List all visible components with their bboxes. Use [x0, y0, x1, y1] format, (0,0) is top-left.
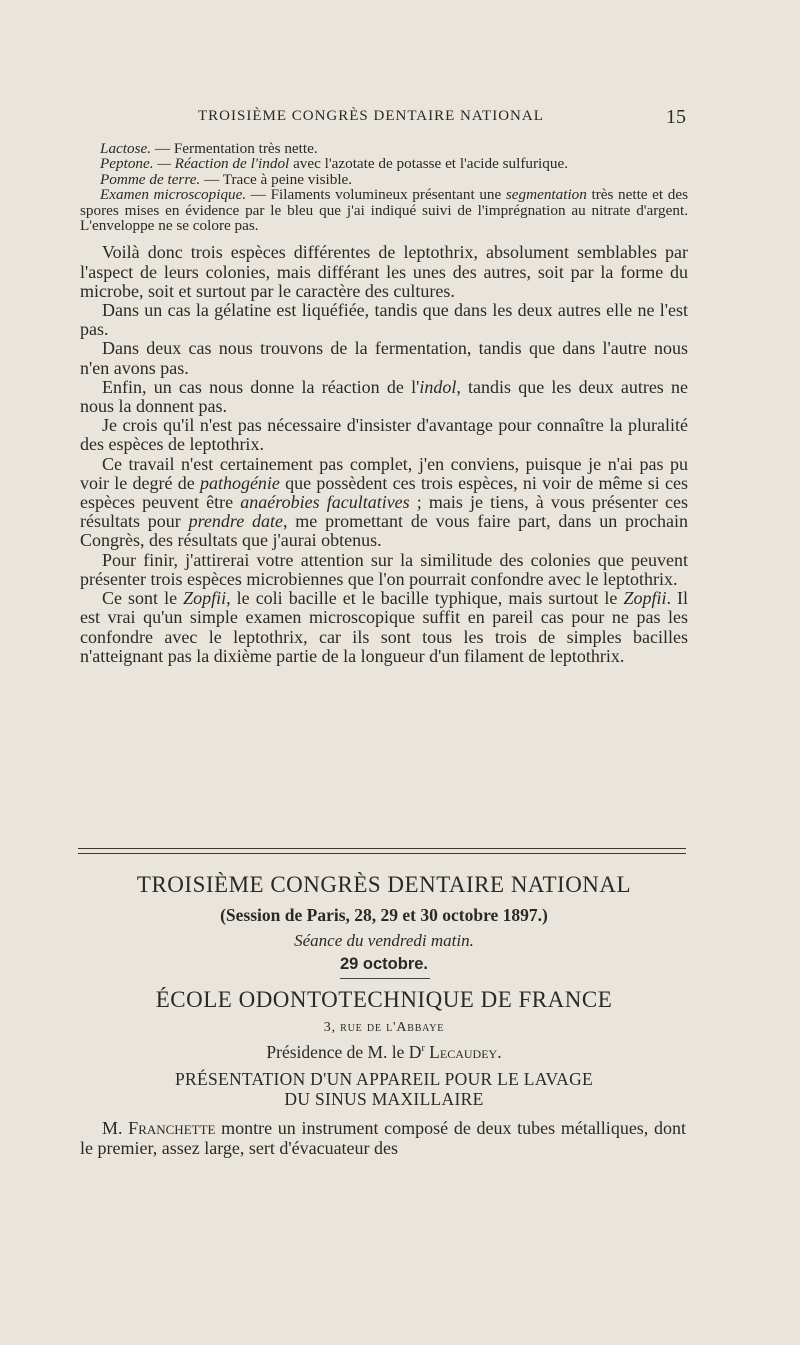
- presidence-sup: r: [421, 1043, 425, 1055]
- paragraph-text: . Il est vrai qu'un simple examen microscopique suffit en pareil cas pour ne pas les confondre avec le leptothrix, car ils sont tous les trois de simples bacilles n'atteignant pas la dixième partie de la longueur d'un filament de leptothrix.: [80, 588, 688, 666]
- session-line: (Session de Paris, 28, 29 et 30 octobre 1897.): [220, 905, 548, 925]
- presentation-title-line2: DU SINUS MAXILLAIRE: [284, 1089, 484, 1109]
- note-term-2: — Réaction de l'indol: [153, 155, 290, 173]
- paragraph-text: Ce sont le: [102, 588, 184, 609]
- paragraph: Pour finir, j'attirerai votre attention sur la similitude des colonies que peuvent présenter trois espèces microbiennes que l'on pourrait confondre avec le leptothrix.: [80, 549, 688, 589]
- short-rule: [340, 978, 430, 979]
- note-peptone: [80, 156, 688, 171]
- note-pomme-de-terre: [80, 172, 688, 187]
- paragraph-text: , le coli bacille et le bacille typhique, mais surtout le: [226, 588, 624, 609]
- final-paragraph: [80, 1119, 686, 1158]
- paragraph: [80, 378, 688, 416]
- note-text: — Fermentation très nette.: [151, 140, 318, 157]
- paragraph-italic: prendre date: [188, 511, 283, 532]
- address-line: 3, rue de l'Abbaye: [323, 1020, 445, 1035]
- note-text-2: très nette et des spores mises en évidence par le bleu que j'ai indiqué suivi de l'imprégnation au nitrate d'argent. L'enveloppe ne se colore pas.: [80, 186, 688, 235]
- body-text: [80, 243, 688, 665]
- final-name: M. Franchette: [102, 1118, 216, 1138]
- note-lactose: [80, 141, 688, 156]
- paragraph-text: , me promettant de vous faire part, dans un prochain Congrès, des résultats que j'aurai obtenus.: [80, 511, 688, 551]
- culture-notes: [80, 141, 688, 233]
- paragraph: Dans un cas la gélatine est liquéfiée, tandis que dans les deux autres elle ne l'est pas.: [80, 300, 688, 340]
- paragraph: Dans deux cas nous trouvons de la fermentation, tandis que dans l'autre nous n'en avons pas.: [80, 338, 688, 378]
- presidence-line: [80, 1042, 688, 1063]
- paragraph-text: Ce travail n'est certainement pas complet, j'en conviens, puisque je n'ai pas pu voir le degré de: [80, 453, 688, 493]
- section-title: TROISIÈME CONGRÈS DENTAIRE NATIONAL: [136, 872, 632, 897]
- paragraph-text: Enfin, un cas nous donne la réaction de l': [102, 376, 420, 397]
- paragraph-text: ; mais je tiens, à vous présenter ces résultats pour: [80, 492, 688, 532]
- presentation-title-line1: PRÉSENTATION D'UN APPAREIL POUR LE LAVAGE: [174, 1069, 594, 1089]
- final-text: montre un instrument composé de deux tubes métalliques, dont le premier, assez large, sert d'évacuateur des: [80, 1118, 686, 1158]
- presidence-name: Lecaudey.: [429, 1042, 502, 1062]
- paragraph-italic: indol: [419, 376, 457, 397]
- running-head: [80, 106, 686, 132]
- note-examen: [80, 187, 688, 233]
- paragraph: [80, 589, 688, 666]
- note-text: — Filaments volumineux présentant une: [246, 186, 506, 204]
- note-term: Lactose.: [100, 140, 152, 157]
- paragraph: [80, 455, 688, 551]
- paragraph-text: que possèdent ces trois espèces, ni voir de même si ces espèces peuvent être: [80, 472, 688, 513]
- paragraph-text: , tandis que les deux autres ne nous la donnent pas.: [80, 376, 689, 417]
- double-rule-divider: [78, 848, 686, 854]
- note-term: Examen microscopique.: [100, 186, 247, 204]
- note-term: Pomme de terre.: [100, 170, 201, 188]
- note-text: — Trace à peine visible.: [200, 170, 353, 188]
- page-number: 15: [666, 106, 686, 128]
- paragraph-italic: pathogénie: [199, 472, 280, 493]
- paragraph: Voilà donc trois espèces différentes de leptothrix, absolument semblables par l'aspect de leurs colonies, mais différant les unes des autres, soit par la forme du microbe, soit et surtout par le caractère des cultures.: [80, 242, 688, 301]
- paragraph-italic: Zopfii: [623, 588, 667, 609]
- paragraph-italic: anaérobies facultatives: [240, 492, 410, 513]
- date-line: 29 octobre.: [339, 955, 429, 973]
- seance-line: Séance du vendredi matin.: [294, 931, 474, 950]
- paragraph-italic: Zopfii: [183, 588, 227, 609]
- running-head-title: TROISIÈME CONGRÈS DENTAIRE NATIONAL: [198, 108, 544, 124]
- note-term: Peptone.: [100, 155, 154, 173]
- note-term-2: segmentation: [505, 186, 587, 204]
- school-title: ÉCOLE ODONTOTECHNIQUE DE FRANCE: [155, 987, 613, 1012]
- paragraph: Je crois qu'il n'est pas nécessaire d'insister d'avantage pour connaître la pluralité des espèces de leptothrix.: [80, 415, 688, 455]
- note-text: avec l'azotate de potasse et l'acide sulfurique.: [289, 155, 568, 173]
- main-text: [80, 141, 688, 666]
- presidence-text: Présidence de M. le D: [266, 1042, 422, 1062]
